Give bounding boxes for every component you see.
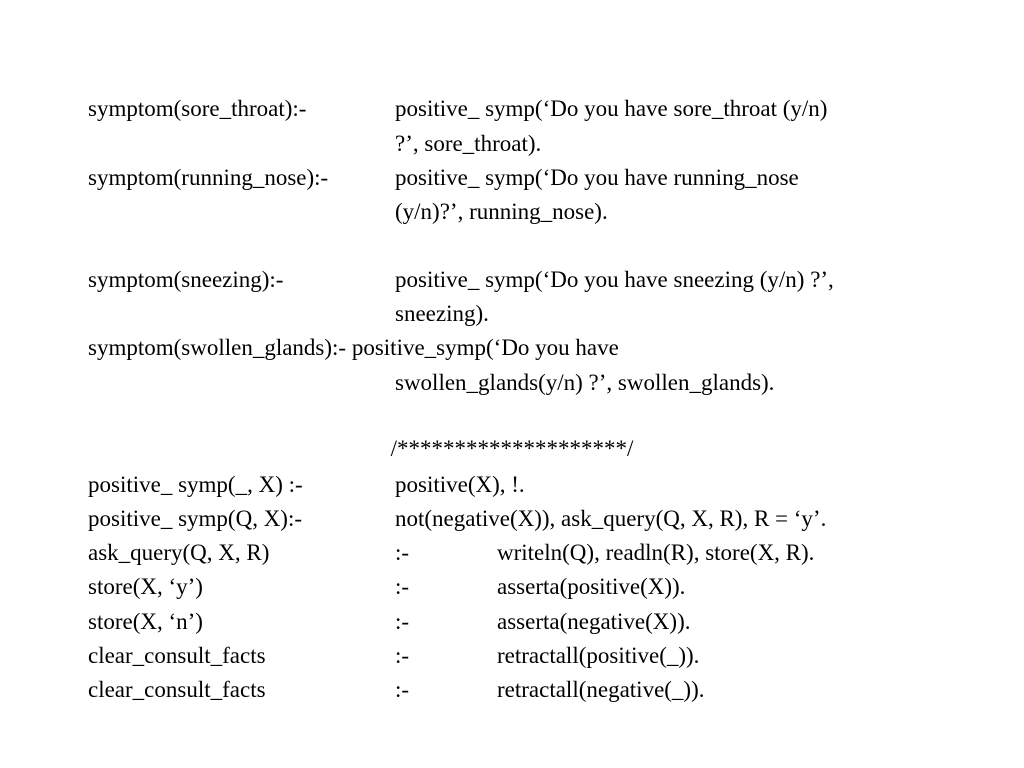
rule-head-swollen-glands: symptom(swollen_glands):- positive_symp(‘Do you have [88,335,619,360]
fact-head-clear-consult-1: clear_consult_facts [88,643,266,668]
comment-separator: /********************/ [390,436,634,461]
fact-body-store-y: asserta(positive(X)). [497,574,686,599]
rule-head-sore-throat: symptom(sore_throat):- [88,96,307,121]
fact-op-clear-consult-2: :- [395,677,410,702]
fact-body-clear-consult-2: retractall(negative(_)). [497,677,705,702]
fact-body-store-n: asserta(negative(X)). [497,609,691,634]
rule-body-sore-throat-line1: positive_ symp(‘Do you have sore_throat (y/n) [395,96,828,121]
rule-body-swollen-glands-line1: swollen_glands(y/n) ?’, swollen_glands). [395,370,775,395]
rule-body-sore-throat-line2: ?’, sore_throat). [395,131,542,156]
fact-head-clear-consult-2: clear_consult_facts [88,677,266,702]
clause-head-positive-symp-2: positive_ symp(Q, X):- [88,506,303,531]
clause-head-positive-symp-1: positive_ symp(_, X) :- [88,472,303,497]
fact-head-store-y: store(X, ‘y’) [88,574,203,599]
rule-body-sneezing-line1: positive_ symp(‘Do you have sneezing (y/n) ?’, [395,267,834,292]
rule-head-sneezing: symptom(sneezing):- [88,267,284,292]
clause-body-positive-symp-2: not(negative(X)), ask_query(Q, X, R), R = ‘y’. [395,506,827,531]
fact-head-store-n: store(X, ‘n’) [88,609,203,634]
fact-op-store-y: :- [395,574,410,599]
clause-body-positive-symp-1: positive(X), !. [395,472,525,497]
fact-head-ask-query: ask_query(Q, X, R) [88,540,270,565]
fact-body-clear-consult-1: retractall(positive(_)). [497,643,700,668]
rule-body-running-nose-line1: positive_ symp(‘Do you have running_nose [395,165,799,190]
fact-op-store-n: :- [395,609,410,634]
rule-head-running-nose: symptom(running_nose):- [88,165,329,190]
fact-op-clear-consult-1: :- [395,643,410,668]
fact-op-ask-query: :- [395,540,410,565]
rule-body-sneezing-line2: sneezing). [395,301,489,326]
rule-body-running-nose-line2: (y/n)?’, running_nose). [395,199,608,224]
fact-body-ask-query: writeln(Q), readln(R), store(X, R). [497,540,815,565]
